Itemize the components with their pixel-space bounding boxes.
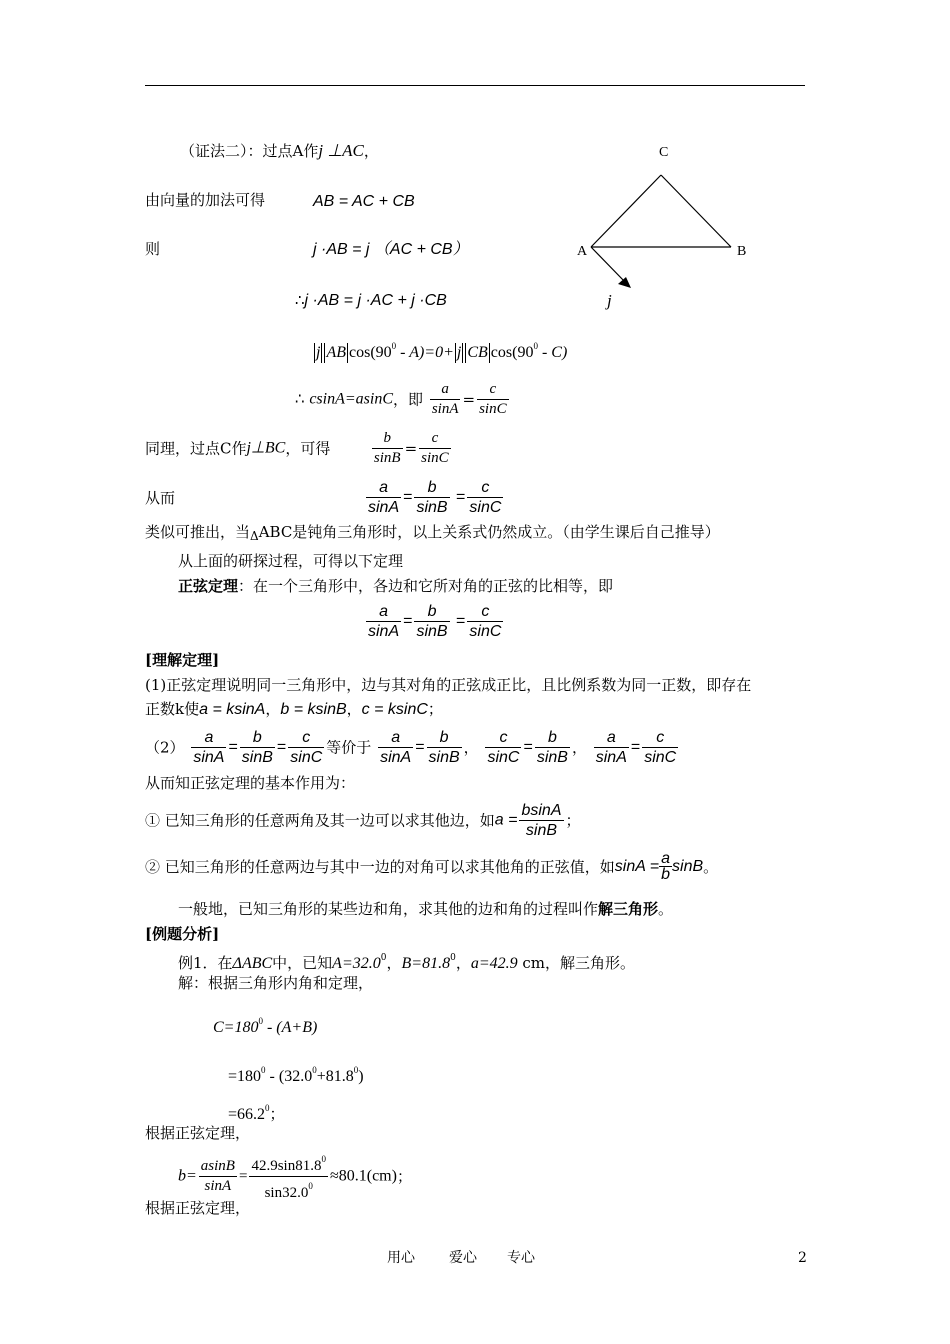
c-calc-line3: $=66.2^0$；: [228, 1103, 285, 1123]
obtuse-note: 类似可推出，当$_\Delta$ABC是钝角三角形时，以上关系式仍然成立。（由学生课后自己推导）: [145, 523, 720, 543]
from-above-text: 从上面的研探过程，可得以下定理: [178, 552, 404, 570]
header-rule: [145, 85, 805, 86]
similar-line: 同理，过点C作j⊥BC，可得 $\frac{b}{\sin B}$ = $\frac{c}{\sin C}$: [145, 430, 449, 466]
eq-dot-expanded: ∴j ·AB = j ·AC + j ·CB: [295, 291, 447, 309]
hence-text: 从而: [145, 489, 176, 507]
example-title: [例题分析]: [145, 925, 220, 943]
by-sine-law-1: 根据正弦定理，: [145, 1124, 251, 1142]
b-calc-line: b= $\frac{asinB}{\sin A}$ = $\frac{42.9\sin 81.8^0}{\sin 32.0^0}$ ≈80.1(cm)；: [178, 1150, 412, 1203]
vertex-c-label: C: [659, 145, 669, 160]
eq-csinA: ∴ csinA=asinC，即 $\frac{a}{\sin A}$ = $\frac{c}{\sin C}$: [295, 381, 507, 417]
footer-motto-1: 用心: [387, 1250, 415, 1266]
use2-line: ② 已知三角形的任意两边与其中一边的对角可以求其他角的正弦值，如sinA = $\frac{a}{b}$ sinB。: [145, 850, 719, 883]
eq-cos-form: j AB $\cos(90^0 - A)=0+ j$ CB $\cos(90^0 - C)$: [313, 336, 567, 363]
point1-line2: 正数k使a = ksinA，b = ksinB，c = ksinC；: [145, 700, 443, 718]
vertex-a-label: A: [577, 244, 588, 259]
solve-triangle-def: 一般地，已知三角形的某些边和角，求其他的边和角的过程叫作解三角形。: [178, 900, 674, 918]
example1-statement: 例1．在ΔABC中，已知$A=32.0^0$，$B=81.8^0$，a=42.9 cm，解三角形。: [178, 953, 636, 972]
vector-addition-text: 由向量的加法可得: [145, 191, 266, 209]
side-ac: [591, 175, 661, 247]
eq-ab-ac-cb: AB = AC + CB: [313, 193, 415, 210]
footer-motto-2: 爱心: [449, 1250, 477, 1266]
c-calc-line1: $C=180^0 - (A+B)$: [213, 1016, 318, 1036]
triangle-diagram: [570, 135, 760, 315]
sine-law-formula-1: $\frac{a}{\sin A}$ = $\frac{b}{\sin B}$ = $\frac{c}{\sin C}$: [368, 479, 502, 516]
solution-intro: 解：根据三角形内角和定理，: [178, 974, 374, 992]
theorem-statement: 正弦定理：在一个三角形中，各边和它所对角的正弦的比相等，即: [178, 577, 614, 595]
use1-line: ① 已知三角形的任意两角及其一边可以求其他边，如a = $\frac{bsinA}{\sin B}$ ；: [145, 802, 581, 839]
footer-motto-3: 专心: [507, 1250, 535, 1266]
side-cb: [661, 175, 731, 247]
then-text: 则: [145, 240, 161, 258]
page-number: 2: [798, 1250, 807, 1266]
vector-j-arrowhead: [618, 277, 631, 288]
c-calc-line2: $=180^0 - (32.0^0+81.8^0)$: [228, 1065, 364, 1085]
eq-dot-sum: j ·AB = j （AC + CB）: [313, 241, 469, 258]
vector-j-label: j: [607, 291, 612, 310]
vertex-b-label: B: [737, 244, 747, 259]
understand-title: [理解定理]: [145, 651, 220, 669]
vector-j: [591, 247, 626, 283]
by-sine-law-2: 根据正弦定理，: [145, 1199, 251, 1217]
point1-line1: (1)正弦定理说明同一三角形中，边与其对角的正弦成正比，且比例系数为同一正数，即存在: [145, 676, 752, 694]
proof2-intro: （证法二）：过点A作j ⊥AC，: [180, 141, 379, 160]
basic-use-text: 从而知正弦定理的基本作用为：: [145, 774, 356, 792]
point2-line: （2） $\frac{a}{\sin A}$ = $\frac{b}{\sin B}$ = $\frac{c}{\sin C}$ 等价于 $\frac{a}{\sin A}$ = $\frac{b}{\sin B}$ ， $\frac{c}{\sin C}$ = $\frac{b}{\sin B}$ ， $\frac{a}{\sin A}$ = $\frac{c}{\sin C}$: [145, 729, 677, 766]
sine-law-formula-2: $\frac{a}{\sin A}$ = $\frac{b}{\sin B}$ = $\frac{c}{\sin C}$: [368, 603, 502, 640]
